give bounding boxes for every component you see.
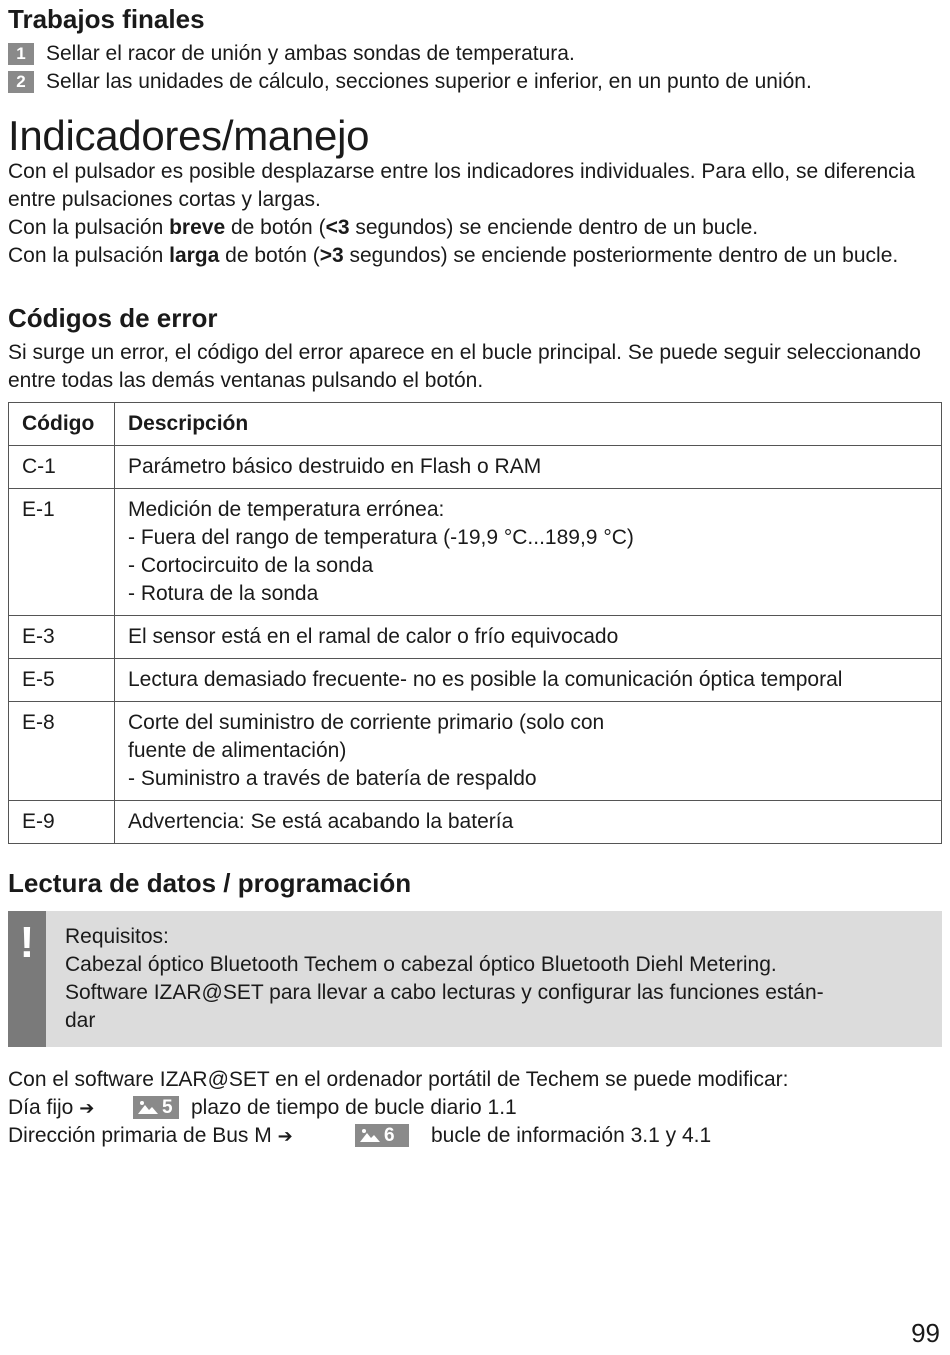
- section-title: Trabajos finales: [8, 4, 205, 34]
- section-trabajos: [8, 2, 205, 36]
- mountain-image-icon: [137, 1099, 159, 1115]
- error-desc: Parámetro básico destruido en Flash o RAM: [115, 446, 942, 489]
- error-desc: Advertencia: Se está acabando la batería: [115, 801, 942, 844]
- steps-list: [8, 40, 812, 96]
- table-row: [9, 702, 942, 801]
- table-header-row: [9, 403, 942, 446]
- error-code: E-1: [9, 489, 115, 616]
- indicadores-intro: Con el pulsador es posible desplazarse entre los indicadores individuales. Para ello, se diferencia entre pulsaciones cortas y largas.: [8, 160, 916, 211]
- table-row: [9, 489, 942, 616]
- image-ref-badge: 6: [355, 1124, 409, 1147]
- mountain-image-icon: [359, 1127, 381, 1143]
- step-text: Sellar las unidades de cálculo, secciones superior e inferior, en un punto de unión.: [46, 70, 812, 93]
- lectura-body: [8, 1066, 788, 1150]
- long-press-text: Con la pulsación larga de botón (>3 segundos) se enciende posteriormente dentro de un bucle.: [8, 244, 899, 267]
- warning-icon: !: [8, 911, 46, 1047]
- image-ref-badge: 5: [133, 1096, 179, 1119]
- heading-indicadores: Indicadores/manejo: [8, 112, 370, 159]
- short-press-text: Con la pulsación breve de botón (<3 segundos) se enciende dentro de un bucle.: [8, 216, 759, 239]
- step-text: Sellar el racor de unión y ambas sondas de temperatura.: [46, 42, 575, 65]
- step-number: 1: [8, 43, 34, 65]
- arrow-right-icon: ➔: [277, 1126, 293, 1146]
- step-number: 2: [8, 71, 34, 93]
- error-desc: Medición de temperatura errónea: - Fuera del rango de temperatura (-19,9 °C...189,9 °C) - Cortocircuito de la sonda - Rotura de la sonda: [115, 489, 942, 616]
- error-code: E-9: [9, 801, 115, 844]
- step-item: [8, 68, 812, 96]
- lectura-intro: Con el software IZAR@SET en el ordenador portátil de Techem se puede modificar:: [8, 1068, 789, 1091]
- heading-codigos: Códigos de error: [8, 303, 218, 333]
- step-item: [8, 40, 812, 68]
- error-code: E-3: [9, 616, 115, 659]
- error-desc: Lectura demasiado frecuente- no es posible la comunicación óptica temporal: [115, 659, 942, 702]
- error-table: [8, 402, 942, 844]
- arrow-right-icon: ➔: [79, 1098, 95, 1118]
- error-desc: Corte del suministro de corriente primario (solo con fuente de alimentación) - Suministro a través de batería de respaldo: [115, 702, 942, 801]
- page-number: 99: [911, 1318, 940, 1348]
- table-row: [9, 801, 942, 844]
- table-row: [9, 659, 942, 702]
- codigos-intro: Si surge un error, el código del error aparece en el bucle principal. Se puede seguir seleccionando entre todas las demás ventanas pulsando el botón.: [8, 341, 921, 392]
- error-table-wrap: [8, 402, 942, 844]
- col-header-desc: Descripción: [115, 403, 942, 446]
- error-code: E-8: [9, 702, 115, 801]
- error-code: E-5: [9, 659, 115, 702]
- heading-lectura: Lectura de datos / programación: [8, 868, 412, 898]
- table-row: [9, 616, 942, 659]
- error-desc: El sensor está en el ramal de calor o frío equivocado: [115, 616, 942, 659]
- list-item: Dirección primaria de Bus M ➔ 6 bucle de información 3.1 y 4.1: [8, 1124, 712, 1147]
- list-item: Día fijo ➔ 5 plazo de tiempo de bucle diario 1.1: [8, 1096, 517, 1119]
- table-row: [9, 446, 942, 489]
- col-header-code: Código: [9, 403, 115, 446]
- indicadores-body: [8, 158, 938, 270]
- requirements-note: [8, 911, 942, 1047]
- error-code: C-1: [9, 446, 115, 489]
- note-body: Requisitos: Cabezal óptico Bluetooth Techem o cabezal óptico Bluetooth Diehl Metering. Software IZAR@SET para llevar a cabo lecturas y configurar las funciones están- dar: [65, 925, 824, 1032]
